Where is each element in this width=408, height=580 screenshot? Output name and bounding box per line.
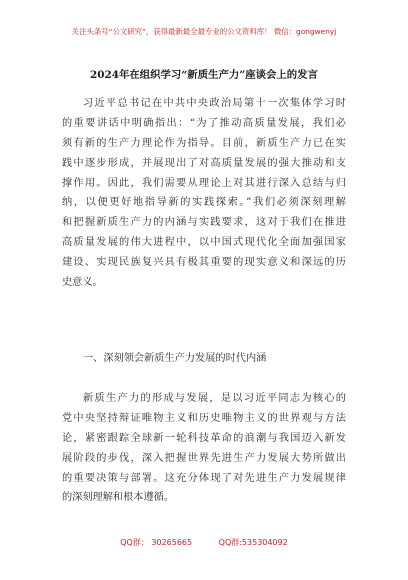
paragraph-line: 撑作用。因此，我们需要从理论上对其进行深入总结与归 bbox=[62, 177, 346, 189]
paragraph-line: 践中逐步形成，并展现出了对高质量发展的强大推动和支 bbox=[62, 157, 346, 169]
paragraph-1 bbox=[62, 94, 346, 293]
paragraph-line: 论，紧密跟踪全球新一轮科技革命的浪潮与我国迈入新发 bbox=[62, 432, 346, 444]
section-heading: 一、深刻领会新质生产力发展的时代内涵 bbox=[83, 353, 267, 364]
footer-qq-group-2: QQ群:535304092 bbox=[218, 538, 288, 547]
paragraph-line: 新质生产力的形成与发展，是以习近平同志为核心的 bbox=[83, 393, 346, 404]
header-banner: 关注头条号“公文研究”，获得最新最全最专业的公文资料库！ 微信：gongwenyj bbox=[71, 27, 337, 36]
paragraph-line: 纳，以便更好地指导新的实践探索。”我们必须深刻理解 bbox=[62, 197, 346, 209]
paragraph-line: 和把握新质生产力的内涵与实践要求，这对于我们在推进 bbox=[62, 217, 346, 229]
footer-qq-group-1: QQ群： 30265665 bbox=[120, 538, 193, 547]
paragraph-line: 的深刻理解和根本遵循。 bbox=[62, 492, 175, 504]
paragraph-line: 史意义。 bbox=[62, 277, 103, 289]
paragraph-line: 的重要讲话中明确指出：“为了推动高质量发展，我们必 bbox=[62, 117, 346, 129]
paragraph-line: 须有新的生产力理论作为指导。目前，新质生产力已在实 bbox=[62, 137, 346, 149]
footer-contacts bbox=[0, 537, 408, 548]
paragraph-line: 党中央坚持辩证唯物主义和历史唯物主义的世界观与方法 bbox=[62, 412, 346, 424]
paragraph-line: 的重要决策与部署。这充分体现了对先进生产力发展规律 bbox=[62, 472, 346, 484]
paragraph-line: 展阶段的步伐，深入把握世界先进生产力发展大势所做出 bbox=[62, 452, 346, 464]
paragraph-2 bbox=[62, 389, 346, 508]
paragraph-line: 高质量发展的伟大进程中，以中国式现代化全面加强国家 bbox=[62, 237, 346, 249]
document-title: 2024年在组织学习“新质生产力”座谈会上的发言 bbox=[90, 69, 318, 81]
paragraph-line: 习近平总书记在中共中央政治局第十一次集体学习时 bbox=[83, 98, 346, 109]
paragraph-line: 建设、实现民族复兴具有极其重要的现实意义和深远的历 bbox=[62, 257, 346, 269]
